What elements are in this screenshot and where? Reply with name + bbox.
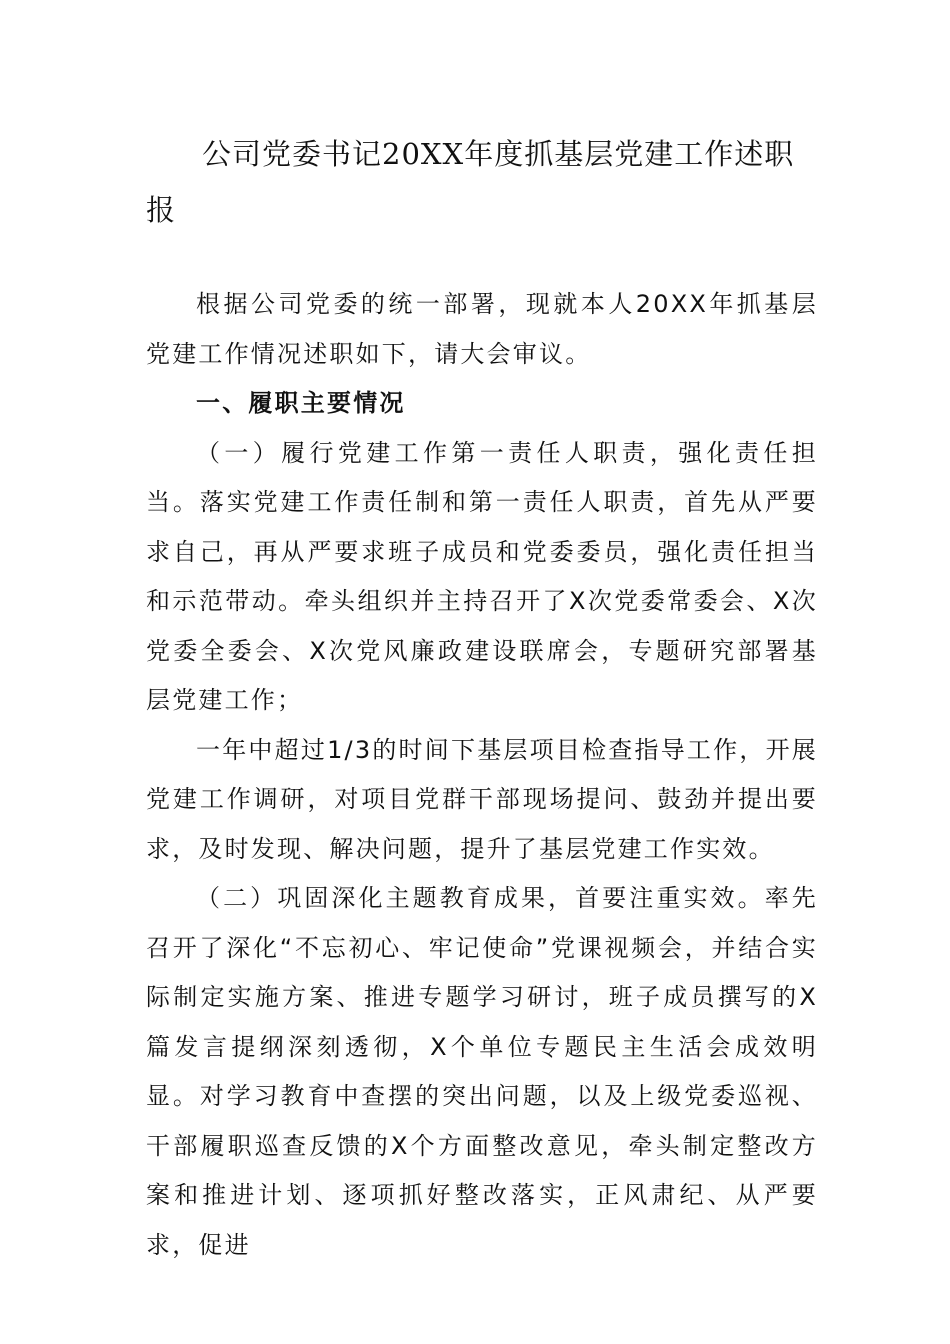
section-heading-1: 一、履职主要情况 (196, 389, 406, 417)
intro-paragraph: 根据公司党委的统一部署，现就本人20XX年抓基层党建工作情况述职如下，请大会审议。 (146, 290, 818, 368)
document-title: 公司党委书记20XX年度抓基层党建工作述职报 (146, 137, 795, 227)
paragraph-2: 一年中超过1/3的时间下基层项目检查指导工作，开展党建工作调研，对项目党群干部现场提问、鼓劲并提出要求，及时发现、解决问题，提升了基层党建工作实效。 (146, 735, 818, 863)
document-body (146, 280, 818, 1270)
paragraph-3: （二）巩固深化主题教育成果，首要注重实效。率先召开了深化“不忘初心、牢记使命”党课视频会，并结合实际制定实施方案、推进专题学习研讨，班子成员撰写的X篇发言提纲深刻透彻，X个单位专题民主生活会成效明显。对学习教育中查摆的突出问题，以及上级党委巡视、干部履职巡查反馈的X个方面整改意见，牵头制定整改方案和推进计划、逐项抓好整改落实，正风肃纪、从严要求，促进 (146, 884, 818, 1259)
paragraph-1: （一）履行党建工作第一责任人职责，强化责任担当。落实党建工作责任制和第一责任人职责，首先从严要求自己，再从严要求班子成员和党委委员，强化责任担当和示范带动。牵头组织并主持召开了X次党委常委会、X次党委全委会、X次党风廉政建设联席会，专题研究部署基层党建工作； (146, 438, 818, 714)
